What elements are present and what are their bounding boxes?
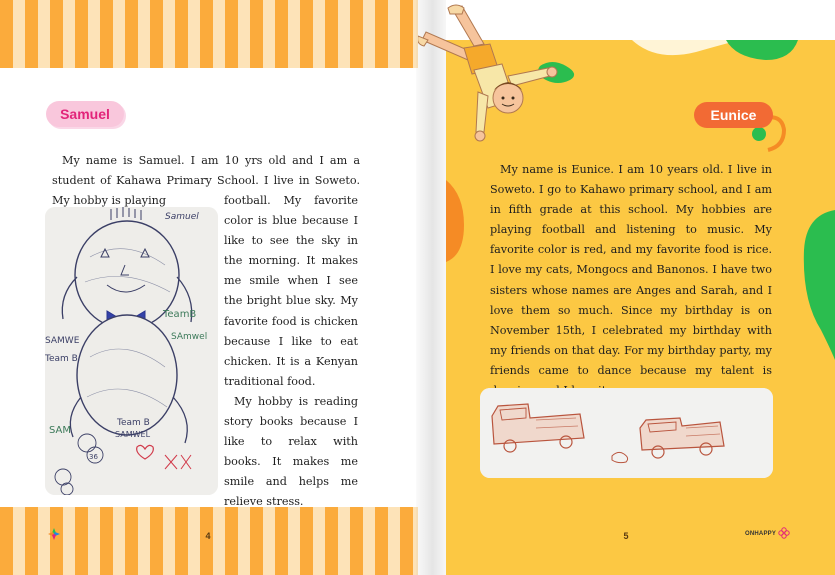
- drawing-label-sam: SAM: [49, 425, 72, 436]
- page-number-left: 4: [205, 531, 211, 541]
- child-drawing-figure: [45, 207, 218, 495]
- handstand-boy-illustration: [418, 4, 558, 154]
- eunice-body-text: My name is Eunice. I am 10 years old. I live in Soweto. I go to Kahawo primary school, and I am in fifth grade at this school. My hobbies are playing football and listening to music. My favorite color is red, and my favorite food is rice. I love my cats, Mongocs and Banonos. I have two sisters whose names are Anges and Sarah, and I love them so much. Since my birthday is on November 15th, I celebrated my birthday with my friends on that day. For my birthday party, my friends came to dance because my talent is: [490, 163, 772, 377]
- top-stripe-band: [0, 0, 418, 68]
- drawing-label-bottom-1: Team B: [117, 418, 150, 428]
- samuel-drawing: [45, 207, 218, 495]
- samuel-paragraph-1: football. My favorite color is blue because I like to see the sky in the morning. It makes me smile when I see the bright blue sky. My favorite food is chicken because I like to eat chicken. It is a Kenyan traditional food.: [224, 194, 358, 388]
- drawing-label-team-1b: SAmwel: [171, 332, 208, 342]
- samuel-side-text: [224, 191, 358, 513]
- truck-drawing: [480, 388, 773, 478]
- samuel-name-tag: Samuel: [46, 101, 124, 127]
- drawing-label-left-1: SAMWE: [45, 336, 80, 346]
- brand-logo-text: ONHAPPY: [745, 531, 777, 537]
- drawing-label-bottom-2: SAMWEL: [115, 430, 151, 439]
- drawing-label-team-1: TeamB: [163, 309, 197, 320]
- drawing-label-left-2: Team B: [45, 354, 78, 364]
- publisher-logo-icon: [47, 527, 61, 541]
- eunice-name-tag: Eunice: [694, 102, 773, 128]
- page-number-right: 5: [623, 531, 629, 541]
- eunice-drawing: [480, 388, 773, 478]
- samuel-intro-text: My name is Samuel. I am 10 yrs old and I am a student of Kahawa Primary School. I live in Soweto. My hobby is playing: [52, 154, 360, 208]
- drawing-label-numbers: 36: [89, 453, 98, 461]
- flower-icon: [778, 527, 790, 539]
- drawing-label-top: Samuel: [165, 212, 199, 222]
- bottom-stripe-band: [0, 507, 418, 575]
- samuel-paragraph-2: My hobby is reading story books because I like to relax with books. It makes me smile and helps me relieve stress.: [224, 394, 358, 509]
